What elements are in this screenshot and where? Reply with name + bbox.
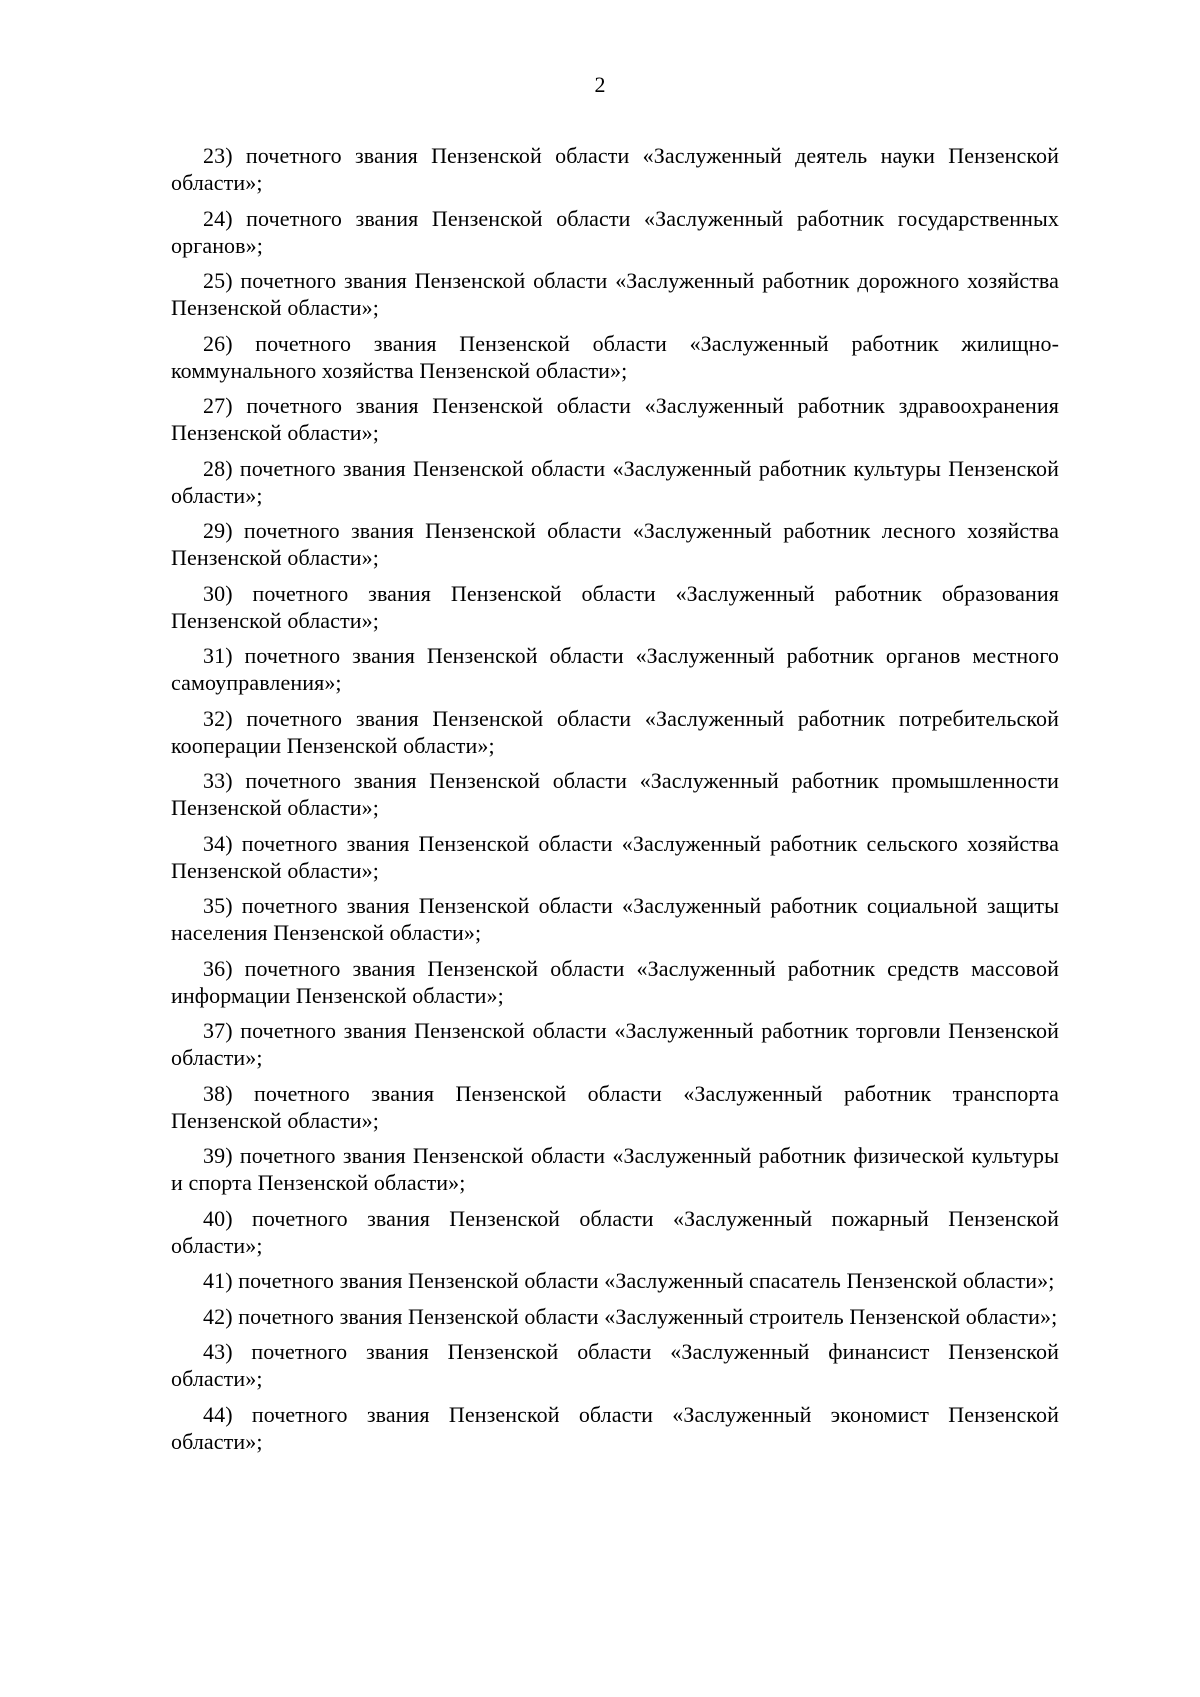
list-item: 34) почетного звания Пензенской области «Заслуженный работник сельского хозяйства Пензенской области»;	[171, 830, 1059, 883]
list-item: 38) почетного звания Пензенской области «Заслуженный работник транспорта Пензенской области»;	[171, 1080, 1059, 1133]
list-item: 23) почетного звания Пензенской области «Заслуженный деятель науки Пензенской области»;	[171, 143, 1059, 195]
list-item: 29) почетного звания Пензенской области «Заслуженный работник лесного хозяйства Пензенской области»;	[171, 518, 1059, 570]
list-item: 37) почетного звания Пензенской области «Заслуженный работник торговли Пензенской области»;	[171, 1018, 1059, 1070]
list-item: 40) почетного звания Пензенской области «Заслуженный пожарный Пензенской области»;	[171, 1205, 1059, 1258]
list-item: 42) почетного звания Пензенской области «Заслуженный строитель Пензенской области»;	[203, 1303, 1058, 1329]
page-number: 2	[594, 72, 606, 97]
list-item: 31) почетного звания Пензенской области «Заслуженный работник органов местного самоуправления»;	[171, 643, 1059, 695]
list-item: 32) почетного звания Пензенской области «Заслуженный работник потребительской кооперации Пензенской области»;	[171, 705, 1059, 758]
honorary-titles-list	[171, 142, 1059, 1463]
list-item: 44) почетного звания Пензенской области «Заслуженный экономист Пензенской области»;	[171, 1401, 1059, 1454]
list-item: 26) почетного звания Пензенской области «Заслуженный работник жилищно-коммунального хозяйства Пензенской области»;	[171, 330, 1059, 383]
list-item: 41) почетного звания Пензенской области «Заслуженный спасатель Пензенской области»;	[203, 1268, 1055, 1293]
list-item: 39) почетного звания Пензенской области «Заслуженный работник физической культуры и спорта Пензенской области»;	[171, 1143, 1059, 1195]
list-item: 28) почетного звания Пензенской области «Заслуженный работник культуры Пензенской области»;	[171, 455, 1059, 508]
list-item: 25) почетного звания Пензенской области «Заслуженный работник дорожного хозяйства Пензенской области»;	[171, 268, 1059, 320]
list-item: 36) почетного звания Пензенской области «Заслуженный работник средств массовой информации Пензенской области»;	[171, 955, 1059, 1008]
list-item: 30) почетного звания Пензенской области «Заслуженный работник образования Пензенской области»;	[171, 580, 1059, 633]
list-item: 27) почетного звания Пензенской области «Заслуженный работник здравоохранения Пензенской области»;	[171, 393, 1059, 445]
list-item: 35) почетного звания Пензенской области «Заслуженный работник социальной защиты населения Пензенской области»;	[171, 893, 1059, 945]
list-item: 24) почетного звания Пензенской области «Заслуженный работник государственных органов»;	[171, 205, 1059, 258]
list-item: 33) почетного звания Пензенской области «Заслуженный работник промышленности Пензенской области»;	[171, 768, 1059, 820]
list-item: 43) почетного звания Пензенской области «Заслуженный финансист Пензенской области»;	[171, 1339, 1059, 1391]
